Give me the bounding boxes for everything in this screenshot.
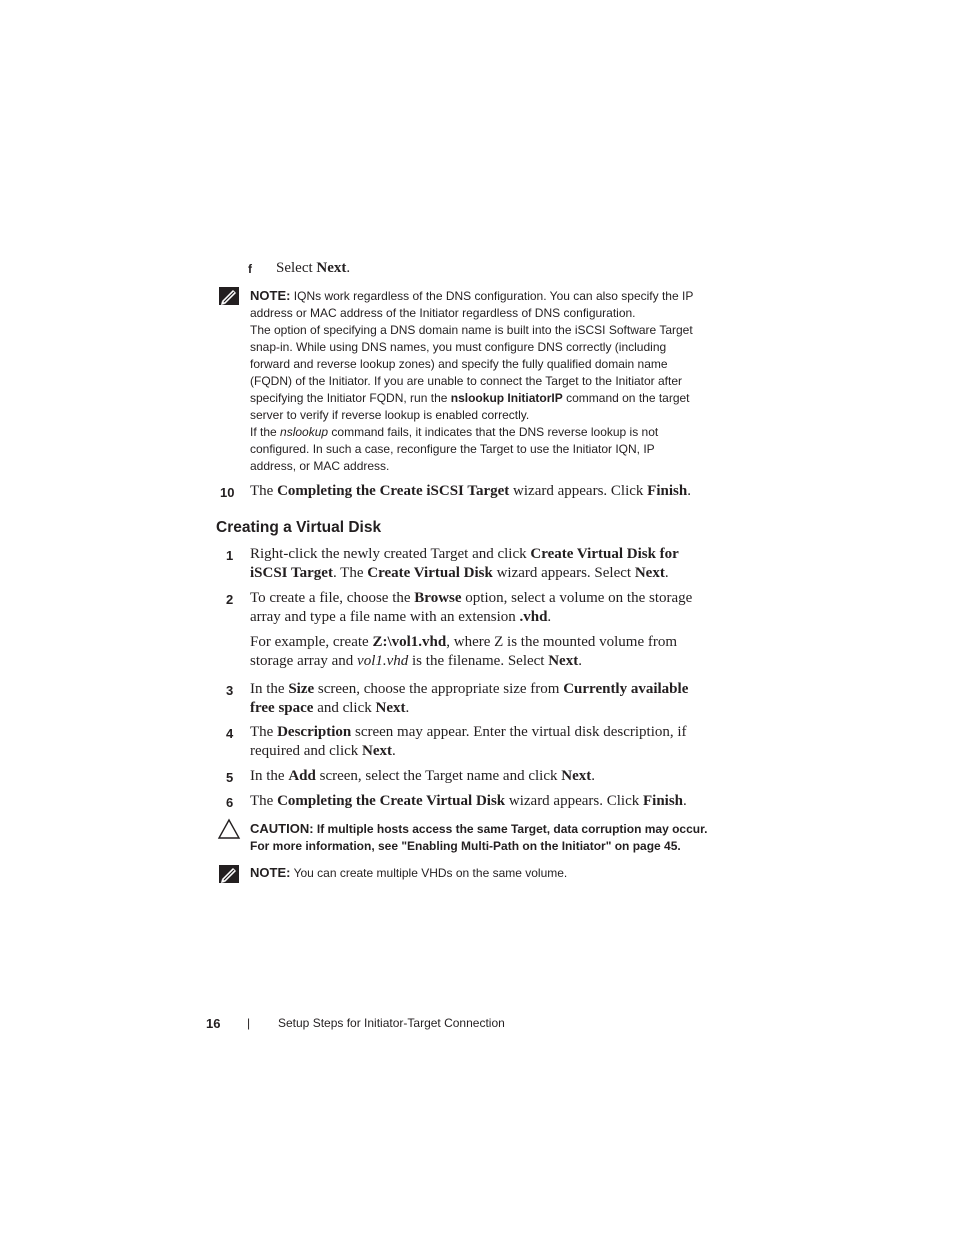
footer-separator: | [247,1016,251,1030]
section-heading: Creating a Virtual Disk [216,519,382,536]
step-number: 2 [226,592,234,607]
page-number: 16 [206,1016,221,1031]
step-number: 6 [226,795,234,810]
note-label: NOTE: [250,288,291,303]
caution-triangle-icon [217,818,241,840]
note-block-1: NOTE: IQNs work regardless of the DNS configuration. You can also specify the IP address or MAC address of the Initiator regardless of DNS configuration. The option of specifying a DNS domain name is built into the iSCSI Software Target snap-in. While using DNS names, you must configure DNS correctly (including forward and reverse lookup zones) and specify the fully qualified domain name (FQDN) of the Initiator. If you are unable to connect the Target to the Initiator after specifying the Initiator FQDN, run the nslookup InitiatorIP command on the target server to verify if reverse lookup is enabled correctly. If the nslookup command fails, it indicates that the DNS reverse lookup is not configured. In such a case, reconfigure the Target to use the Initiator IQN, IP address, or MAC address. [250,288,694,473]
note-block-2: NOTE: You can create multiple VHDs on the same volume. [250,865,568,880]
step-number: 10 [220,485,235,500]
caution-label: CAUTION: [250,821,314,836]
note-pencil-icon [218,286,240,306]
step-number: 4 [226,726,234,741]
step-number: 1 [226,548,234,563]
step-letter: f [248,262,252,276]
step-number: 3 [226,683,234,698]
step-number: 5 [226,770,234,785]
caution-block: CAUTION: If multiple hosts access the same Target, data corruption may occur. For more information, see "Enabling Multi-Path on the Initiator" on page 45. [250,821,708,853]
footer-title: Setup Steps for Initiator-Target Connection [278,1016,505,1030]
step-f-text: Select Next. [276,260,351,276]
note-pencil-icon [218,864,240,884]
note-label: NOTE: [250,865,291,880]
